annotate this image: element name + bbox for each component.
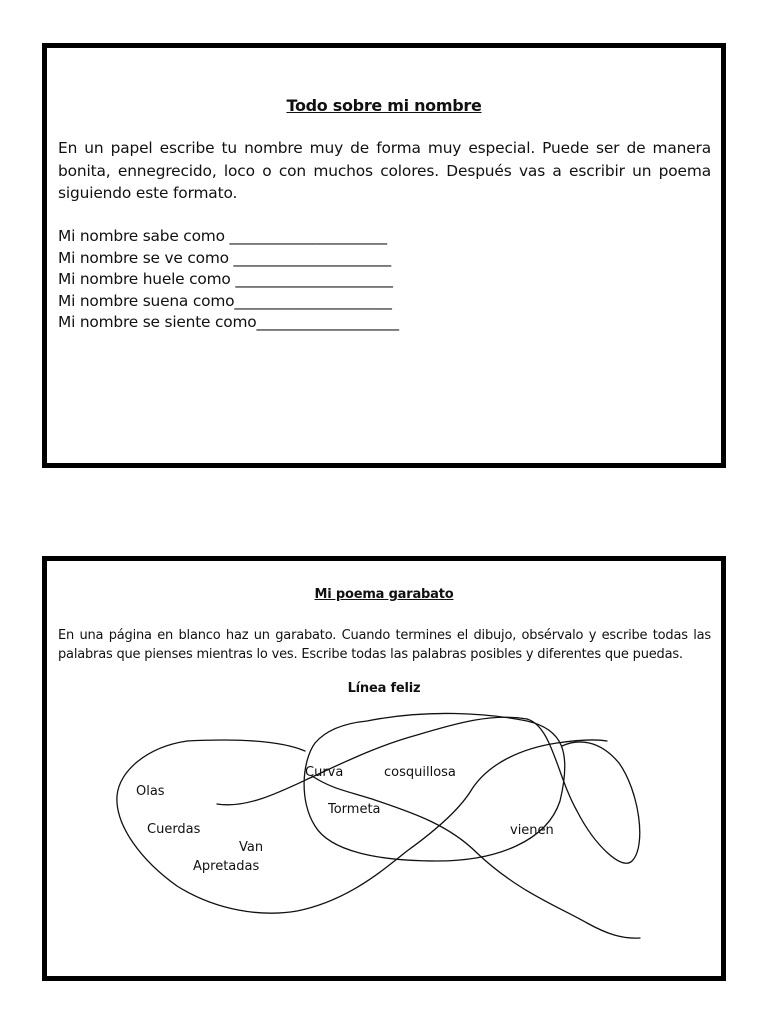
poem-line: Mi nombre huele como _____________________ [58,270,393,288]
poem-line: Mi nombre se ve como _____________________ [58,248,391,267]
scribble-poem-card [42,556,726,981]
scribble-word: Apretadas [193,859,260,874]
instructions-paragraph: En una página en blanco haz un garabato. Cuando termines el dibujo, obsérvalo y escribe todas las palabras que pienses mientras lo ves. Escribe todas las palabras posibles y diferentes que puedas. [58,628,711,662]
scribble-word: vienen [510,823,554,838]
scribble-word: Olas [136,784,165,799]
scribble-word: Van [239,840,264,855]
scribble-word: cosquillosa [384,765,456,780]
instructions-paragraph: En un papel escribe tu nombre muy de forma muy especial. Puede ser de manera bonita, ennegrecido, loco o con muchos colores. Después vas a escribir un poema siguiendo este formato. [58,139,711,202]
poem-line: Mi nombre suena como_____________________ [58,291,392,310]
scribble-drawing [47,561,721,976]
card-title: Mi poema garabato [314,587,454,602]
scribble-line-main [217,717,527,805]
scribble-word: Curva [305,765,344,780]
scribble-word: Tormeta [328,802,381,817]
poem-line: Mi nombre se siente como___________________ [58,313,399,331]
card-title: Todo sobre mi nombre [286,96,482,115]
scribble-line-tail [312,776,640,938]
scribble-subtitle: Línea feliz [347,681,421,696]
name-poem-card [42,43,726,468]
scribble-word: Cuerdas [147,822,201,837]
poem-format-lines [58,226,399,334]
scribble-loop-center [304,713,565,861]
poem-line: Mi nombre sabe como _____________________ [58,227,387,245]
